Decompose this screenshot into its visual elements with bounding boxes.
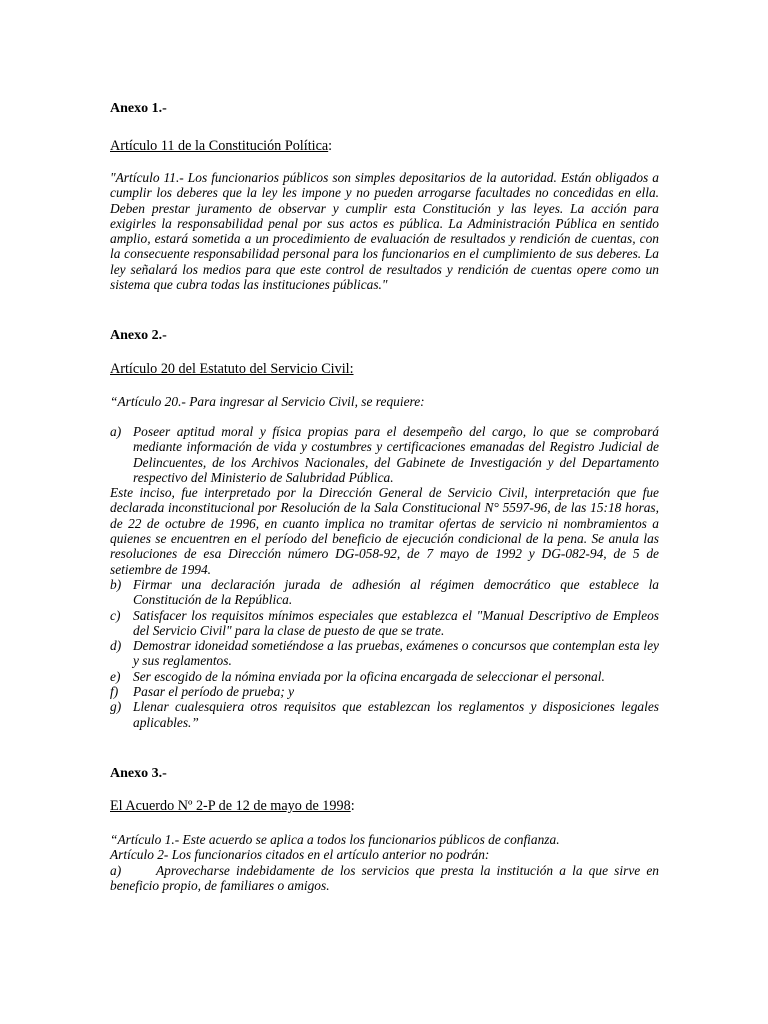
- list-item-marker: g): [110, 699, 122, 715]
- list-item-marker: a): [110, 424, 122, 439]
- article-1-line: “Artículo 1.- Este acuerdo se aplica a todos los funcionarios públicos de confianza.: [110, 832, 560, 847]
- list-item-text: Pasar el período de prueba; y: [133, 684, 295, 700]
- annex-3-subtitle-suffix: :: [350, 798, 355, 814]
- list-item: [110, 684, 659, 699]
- list-item: [110, 699, 659, 730]
- list-item-marker: a): [110, 862, 122, 878]
- annex-3-heading: Anexo 3.-: [110, 766, 167, 781]
- annex-3-body: [110, 832, 659, 893]
- list-item: [110, 863, 659, 894]
- annex-2-intro: “Artículo 20.- Para ingresar al Servicio Civil, se requiere:: [110, 394, 425, 409]
- list-item-marker: f): [110, 684, 119, 700]
- list-item: [110, 669, 659, 684]
- list-item-text: Llenar cualesquiera otros requisitos que establezcan los reglamentos y disposiciones legales aplicables.”: [133, 699, 659, 730]
- annex-3-subtitle-text: El Acuerdo Nº 2-P de 12 de mayo de 1998: [110, 798, 351, 814]
- list-item-marker: e): [110, 668, 121, 684]
- list-item-text: Poseer aptitud moral y física propias para el desempeño del cargo, lo que se comprobará mediante información de vida y costumbres y certificaciones emanadas del Registro Judicial de Delincuentes, de los Archivos Nacionales, del Gabinete de Investigación y del Departamento respectivo del Ministerio de Salubridad Pública.: [133, 424, 659, 485]
- list-item-text: Firmar una declaración jurada de adhesión al régimen democrático que establece la Constitución de la República.: [133, 576, 659, 608]
- list-item: [110, 608, 659, 639]
- annex-1-subtitle: [110, 138, 332, 155]
- list-item-marker: c): [110, 607, 121, 623]
- list-item: [110, 577, 659, 608]
- annex-2-heading: Anexo 2.-: [110, 328, 167, 343]
- list-item-marker: b): [110, 576, 122, 592]
- list-item: [110, 638, 659, 669]
- interpretation-note: Este inciso, fue interpretado por la Dirección General de Servicio Civil, interpretación que fue declarada inconstitucional por Resolución de la Sala Constitucional N° 5597-96, de las 15:18 horas, de 22 de octubre de 1996, en cuanto implica no tramitar ofertas de servicio ni nombramientos a quienes se encuentren en el período del beneficio de ejecución condicional de la pena. Se anula las resoluciones de esa Dirección número DG-058-92, de 7 mayo de 1992 y DG-082-94, de 5 de setiembre de 1994.: [110, 485, 659, 577]
- list-item-text: Ser escogido de la nómina enviada por la oficina encargada de seleccionar el personal.: [133, 668, 605, 684]
- annex-1-quote: "Artículo 11.- Los funcionarios públicos son simples depositarios de la autoridad. Están obligados a cumplir los deberes que la ley les impone y no pueden arrogarse facultades no concedidas en ella. Deben prestar juramento de observar y cumplir esta Constitución y las leyes. La acción para exigirles la responsabilidad penal por sus actos es pública. La Administración Pública en sentido amplio, estará sometida a un procedimiento de evaluación de resultados y rendición de cuentas, con la consecuente responsabilidad personal para los funcionarios en el cumplimiento de sus deberes. La ley señalará los medios para que este control de resultados y rendición de cuentas opere como un sistema que cubra todas las instituciones públicas.": [110, 170, 659, 293]
- list-item: [110, 424, 659, 485]
- annex-2-requirements-list: [110, 424, 659, 730]
- annex-1-subtitle-suffix: :: [328, 138, 333, 154]
- list-item-text: Aprovecharse indebidamente de los servicios que presta la institución a la que sirve en beneficio propio, de familiares o amigos.: [110, 862, 659, 893]
- list-item-text: Demostrar idoneidad sometiéndose a las pruebas, exámenes o concursos que contemplan esta ley y sus reglamentos.: [133, 638, 659, 669]
- list-item-text: Satisfacer los requisitos mínimos especiales que establezca el "Manual Descriptivo de Empleos del Servicio Civil" para la clase de puesto de que se trate.: [133, 607, 659, 638]
- list-item-marker: d): [110, 638, 122, 654]
- annex-1-subtitle-text: Artículo 11 de la Constitución Política: [110, 138, 329, 154]
- annex-3-subtitle: [110, 798, 355, 815]
- annex-2-subtitle: Artículo 20 del Estatuto del Servicio Civil:: [110, 361, 354, 377]
- annex-1-heading: Anexo 1.-: [110, 101, 167, 116]
- article-2-line: Artículo 2- Los funcionarios citados en el artículo anterior no podrán:: [110, 847, 490, 863]
